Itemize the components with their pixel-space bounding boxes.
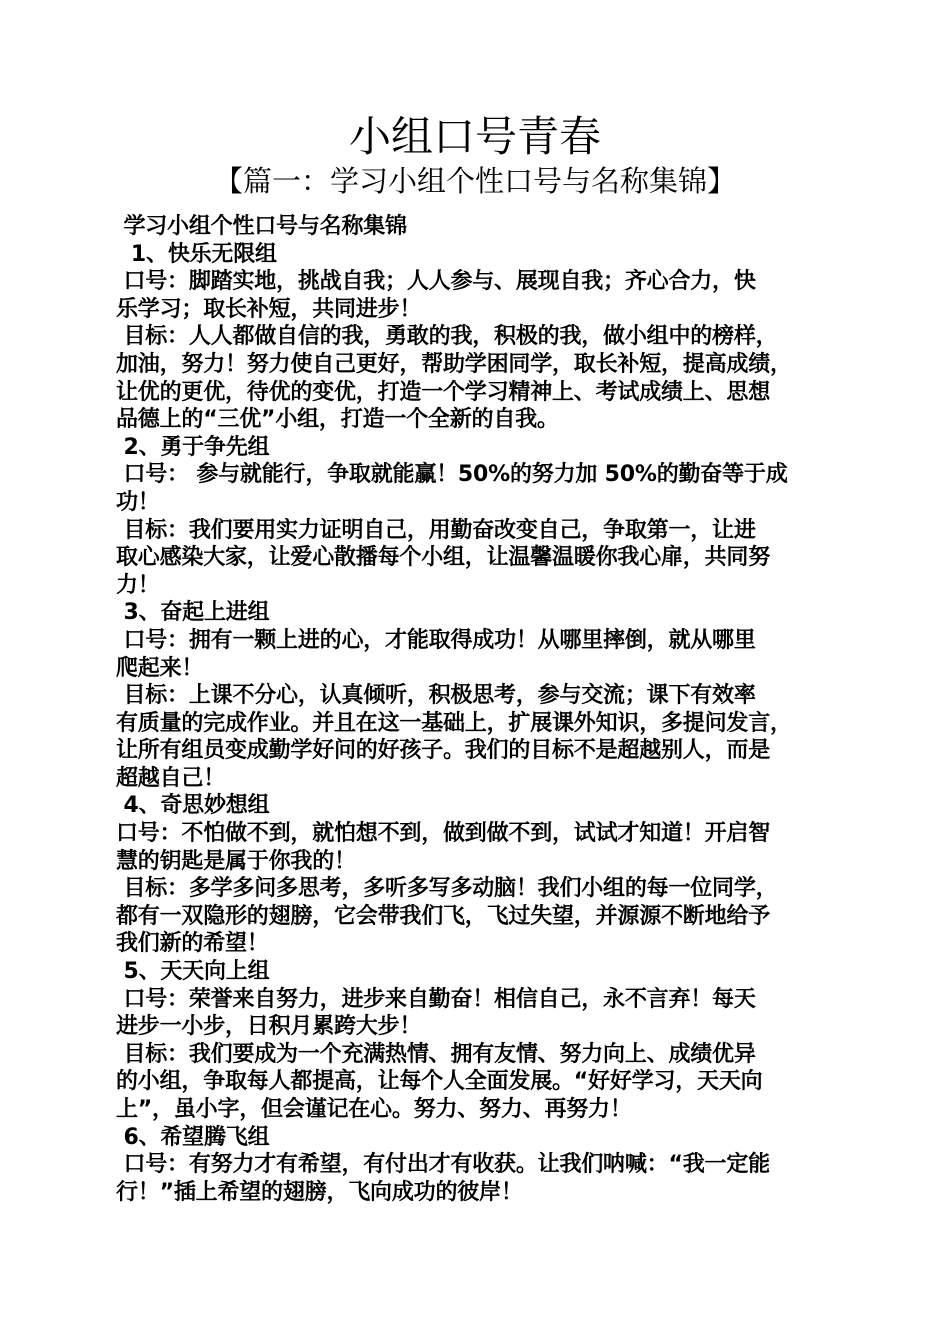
text-line: 3、奋起上进组 — [116, 600, 270, 626]
text-line: 品德上的“三优”小组，打造一个全新的自我。 — [116, 407, 559, 433]
text-line: 口号：有努力才有希望，有付出才有收获。让我们呐喊：“我一定能 — [116, 1152, 770, 1178]
text-line: 取心感染大家，让爱心散播每个小组，让温馨温暖你我心扉，共同努 — [116, 545, 771, 571]
text-line: 口号： 参与就能行，争取就能赢！50%的努力加 50%的勤奋等于成 — [116, 462, 788, 488]
text-line: 6、希望腾飞组 — [116, 1124, 270, 1150]
text-line: 爬起来！ — [116, 655, 204, 681]
text-line: 上”，虽小字，但会谨记在心。努力、努力、再努力！ — [116, 1097, 632, 1122]
document-title: 小组口号青春 — [348, 112, 601, 161]
text-line: 进步一小步，日积月累跨大步！ — [116, 1014, 422, 1040]
text-line: 口号：不怕做不到，就怕想不到，做到做不到，试试才知道！开启智 — [116, 821, 771, 847]
text-line: 力！ — [116, 572, 160, 598]
text-line: 功！ — [116, 489, 160, 515]
text-line: 2、勇于争先组 — [116, 434, 270, 460]
text-line: 目标：我们要成为一个充满热情、拥有友情、努力向上、成绩优异 — [116, 1041, 756, 1067]
text-line: 4、奇思妙想组 — [116, 793, 270, 819]
text-line: 学习小组个性口号与名称集锦 — [116, 214, 407, 239]
text-line: 我们新的希望！ — [116, 931, 269, 957]
text-line: 让所有组员变成勤学好问的好孩子。我们的目标不是超越别人，而是 — [116, 738, 771, 764]
text-line: 的小组，争取每人都提高，让每个人全面发展。“好好学习，天天向 — [116, 1069, 763, 1095]
text-line: 让优的更优，待优的变优，打造一个学习精神上、考试成绩上、思想 — [116, 379, 771, 405]
text-line: 加油，努力！努力使自己更好，帮助学困同学，取长补短，提高成绩， — [116, 351, 792, 377]
text-line: 口号：荣誉来自努力，进步来自勤奋！相信自己，永不言弃！每天 — [116, 986, 756, 1012]
text-line: 口号：脚踏实地，挑战自我；人人参与、展现自我；齐心合力，快 — [116, 269, 756, 295]
text-line: 慧的钥匙是属于你我的！ — [116, 848, 356, 874]
text-line: 目标：我们要用实力证明自己，用勤奋改变自己，争取第一，让进 — [116, 517, 756, 543]
text-line: 有质量的完成作业。并且在这一基础上，扩展课外知识，多提问发言， — [116, 710, 792, 736]
text-line: 目标：人人都做自信的我，勇敢的我，积极的我，做小组中的榜样， — [116, 324, 778, 350]
text-line: 口号：拥有一颗上进的心，才能取得成功！从哪里摔倒，就从哪里 — [116, 627, 756, 653]
text-line: 5、天天向上组 — [116, 959, 270, 985]
text-line: 乐学习；取长补短，共同进步！ — [116, 296, 422, 322]
document-subtitle: 【篇一：学习小组个性口号与名称集锦】 — [213, 164, 736, 198]
text-line: 目标：多学多问多思考，多听多写多动脑！我们小组的每一位同学， — [116, 876, 778, 902]
text-line: 超越自己！ — [116, 765, 226, 791]
document-body — [116, 213, 836, 1206]
text-line: 行！”插上希望的翅膀，飞向成功的彼岸！ — [116, 1179, 523, 1205]
text-line: 1、快乐无限组 — [116, 241, 277, 267]
text-line: 都有一双隐形的翅膀，它会带我们飞，飞过失望，并源源不断地给予 — [116, 903, 771, 929]
text-line: 目标：上课不分心，认真倾听，积极思考，参与交流；课下有效率 — [116, 683, 756, 709]
